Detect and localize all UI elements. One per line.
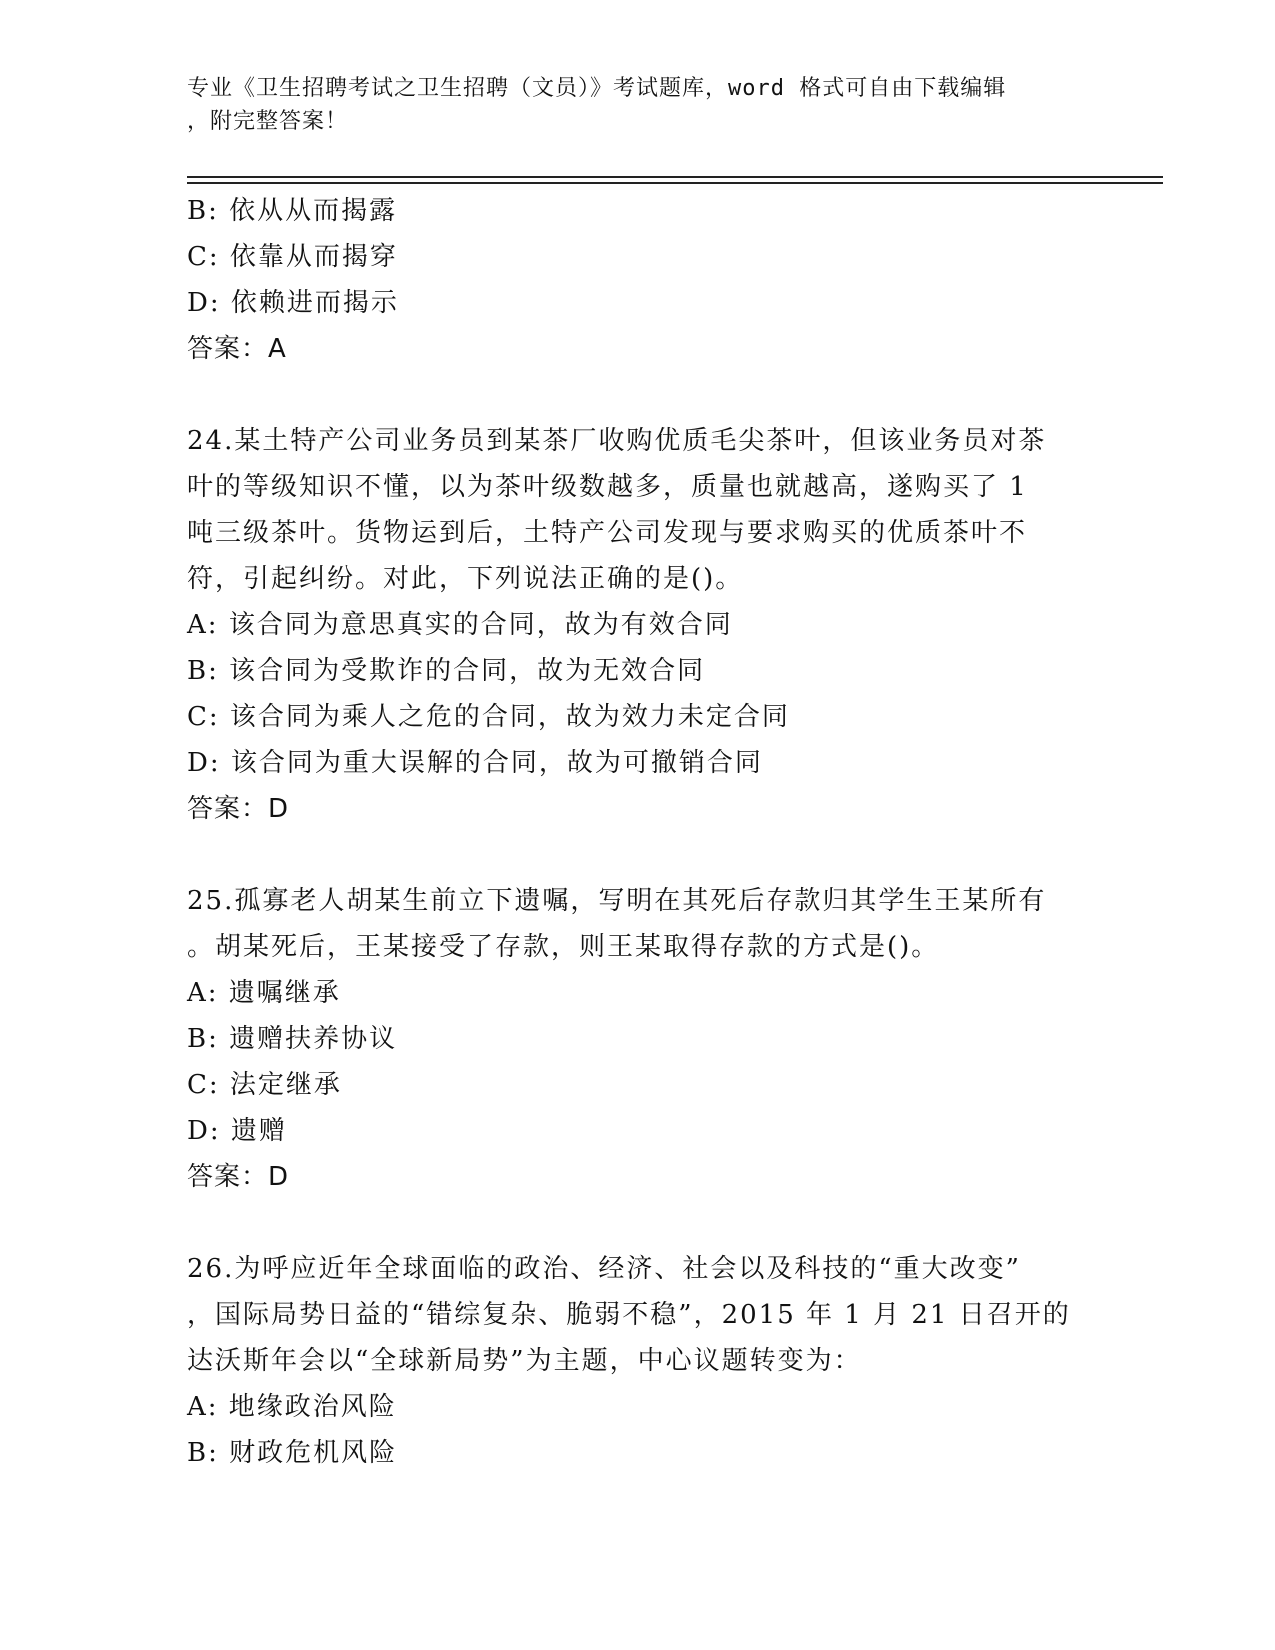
header-line-1: 专业《卫生招聘考试之卫生招聘（文员）》考试题库，word 格式可自由下载编辑 bbox=[187, 76, 1007, 101]
question-23-tail bbox=[187, 188, 1087, 372]
header-divider-top bbox=[187, 176, 1163, 178]
option-b: B: 财政危机风险 bbox=[187, 1438, 398, 1468]
document-body bbox=[187, 188, 1087, 1476]
question-stem-line: 吨三级茶叶。货物运到后，土特产公司发现与要求购买的优质茶叶不 bbox=[187, 518, 1028, 548]
question-stem-line: 达沃斯年会以“全球新局势”为主题，中心议题转变为： bbox=[187, 1346, 862, 1376]
question-stem-line: 。胡某死后，王某接受了存款，则王某取得存款的方式是()。 bbox=[187, 932, 940, 962]
spacer bbox=[187, 372, 1087, 418]
question-24 bbox=[187, 418, 1087, 832]
header-divider-bottom bbox=[187, 182, 1163, 184]
option-c: C: 法定继承 bbox=[187, 1070, 342, 1100]
option-a: A: 该合同为意思真实的合同，故为有效合同 bbox=[187, 610, 733, 640]
option-d: D: 该合同为重大误解的合同，故为可撤销合同 bbox=[187, 748, 763, 778]
question-26 bbox=[187, 1246, 1087, 1476]
document-header bbox=[187, 72, 1087, 138]
option-a: A: 遗嘱继承 bbox=[187, 978, 341, 1008]
spacer bbox=[187, 1200, 1087, 1246]
spacer bbox=[187, 832, 1087, 878]
question-stem-line: 26.为呼应近年全球面临的政治、经济、社会以及科技的“重大改变” bbox=[187, 1254, 1021, 1284]
answer-line: 答案：D bbox=[187, 1162, 290, 1192]
option-d: D: 依赖进而揭示 bbox=[187, 288, 399, 318]
option-d: D: 遗赠 bbox=[187, 1116, 287, 1146]
option-b: B: 遗赠扶养协议 bbox=[187, 1024, 398, 1054]
header-line-2: ，附完整答案！ bbox=[187, 109, 349, 134]
question-stem-line: 24.某土特产公司业务员到某茶厂收购优质毛尖茶叶，但该业务员对茶 bbox=[187, 426, 1047, 456]
option-c: C: 该合同为乘人之危的合同，故为效力未定合同 bbox=[187, 702, 790, 732]
answer-line: 答案：D bbox=[187, 794, 290, 824]
option-a: A: 地缘政治风险 bbox=[187, 1392, 397, 1422]
option-c: C: 依靠从而揭穿 bbox=[187, 242, 398, 272]
option-b: B: 依从从而揭露 bbox=[187, 196, 398, 226]
question-stem-line: 25.孤寡老人胡某生前立下遗嘱，写明在其死后存款归其学生王某所有 bbox=[187, 886, 1047, 916]
question-stem-line: 符，引起纠纷。对此，下列说法正确的是()。 bbox=[187, 564, 744, 594]
question-stem-line: ，国际局势日益的“错综复杂、脆弱不稳”，2015 年 1 月 21 日召开的 bbox=[187, 1300, 1071, 1330]
answer-line: 答案：A bbox=[187, 334, 287, 364]
question-stem-line: 叶的等级知识不懂，以为茶叶级数越多，质量也就越高，遂购买了 1 bbox=[187, 472, 1028, 502]
question-25 bbox=[187, 878, 1087, 1200]
option-b: B: 该合同为受欺诈的合同，故为无效合同 bbox=[187, 656, 706, 686]
